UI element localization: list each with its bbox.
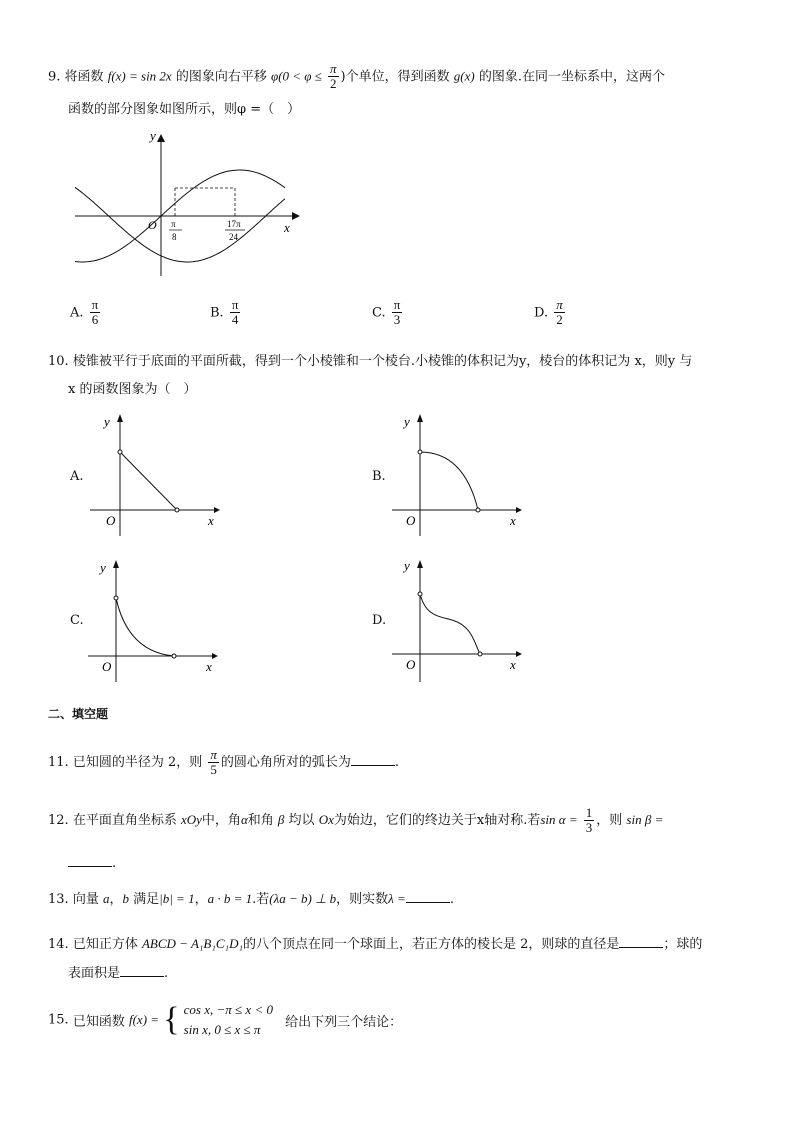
svg-text:y: y [100, 560, 106, 575]
q9-option-b[interactable]: B. $\frac{\pi}{4}$ [210, 297, 239, 328]
q15: 15. 已知函数 f(x) = { cos x, −π ≤ x < 0 sin x, 0 ≤ x ≤ π 给出下列三个结论： [48, 1001, 403, 1038]
q9-text-d: 的图象.在同一坐标系中，这两个 [478, 69, 665, 85]
svg-text:O: O [406, 513, 416, 528]
q9-pi-over-2: $\frac{\pi}{2}$ [330, 61, 337, 92]
q13-number: 13. [48, 892, 69, 907]
q9-text-c: )个单位，得到函数 [340, 69, 450, 85]
q9-tick1-den: 8 [172, 232, 177, 242]
q10-graph-d [392, 556, 532, 686]
q10-graph-a [90, 410, 230, 540]
q10-line1 [48, 350, 692, 369]
svg-text:O: O [406, 657, 416, 672]
q11-number: 11. [48, 755, 69, 770]
q15-brace: { [163, 1001, 180, 1038]
q10-number: 10. [48, 354, 69, 369]
svg-text:y: y [404, 414, 410, 429]
q14-answer-blank-2[interactable] [120, 964, 164, 977]
q9-graph [70, 128, 310, 278]
q9-option-a[interactable]: A. $\frac{\pi}{6}$ [70, 297, 99, 328]
q10-line2: x 的函数图象为（ ） [68, 382, 197, 397]
q14-line1: 14. 已知正方体 ABCD − A₁B₁C₁D₁的八个顶点在同一个球面上，若正方体的棱长是 2，则球的直径是 ；球的 [48, 936, 703, 952]
svg-text:O: O [102, 659, 112, 674]
q9-option-c[interactable]: C. $\frac{\pi}{3}$ [372, 297, 401, 328]
q9-f-expr: f(x) = sin 2x [107, 68, 172, 84]
q9-line1 [48, 61, 665, 92]
q9-option-d[interactable]: D. $\frac{\pi}{2}$ [534, 297, 563, 328]
q10-graph-b [392, 410, 532, 540]
q12-line2: . [68, 854, 116, 871]
q9-g-expr: g(x) [453, 68, 475, 84]
svg-text:x: x [510, 657, 516, 672]
q14-line2: 表面积是 . [68, 966, 169, 981]
q12-number: 12. [48, 813, 69, 828]
q14-number: 14. [48, 937, 69, 952]
q9-origin: O [148, 218, 157, 232]
q9-phi-cond: φ(0 < φ ≤ [271, 68, 322, 84]
q11-answer-blank[interactable] [351, 753, 395, 766]
q9-text-b: 的图象向右平移 [175, 69, 267, 85]
q15-cases: cos x, −π ≤ x < 0 sin x, 0 ≤ x ≤ π [183, 1002, 273, 1037]
q11-pi-over-5: $\frac{\pi}{5}$ [210, 746, 217, 777]
q12-answer-blank[interactable] [68, 854, 112, 867]
q10-graph-c [88, 556, 228, 686]
q12-line1: 12. 在平面直角坐标系 xOy中，角α和角 β 均以 Ox为始边，它们的终边关于x轴对称.若sin α = $\frac{1}{3}$ ，则 sin β = [48, 804, 664, 835]
q9-x-label: x [284, 220, 290, 235]
q10-option-a[interactable]: A. [70, 469, 84, 484]
q9-tick1-num: π [171, 219, 176, 229]
svg-text:x: x [510, 513, 516, 528]
svg-text:x: x [208, 513, 214, 528]
svg-text:x: x [206, 659, 212, 674]
q9-tick2-den: 24 [229, 232, 238, 242]
q9-line2: 函数的部分图象如图所示，则φ =（ ） [68, 102, 301, 117]
q9-y-label: y [150, 128, 156, 143]
svg-text:y: y [104, 414, 110, 429]
q9-number: 9. [48, 69, 61, 85]
q9-text-a: 将函数 [64, 69, 104, 85]
q14-answer-blank-1[interactable] [619, 935, 663, 948]
q13-answer-blank[interactable] [406, 890, 450, 903]
q10-text: 棱锥被平行于底面的平面所截，得到一个小棱锥和一个棱台.小棱锥的体积记为y，棱台的体积记为 x，则y 与 [72, 354, 693, 369]
q10-option-b[interactable]: B. [372, 469, 386, 484]
q10-option-c[interactable]: C. [70, 613, 84, 628]
svg-text:O: O [106, 513, 116, 528]
svg-text:y: y [404, 558, 410, 573]
q10-option-d[interactable]: D. [372, 613, 387, 628]
q13: 13. 向量 a，b 满足|b| = 1，a · b = 1.若(λa − b) ⊥ b，则实数λ = . [48, 891, 454, 907]
q9-tick2-num: 17π [227, 219, 241, 229]
section-fill-in: 二、填空题 [48, 707, 109, 721]
q12-one-third: $\frac{1}{3}$ [585, 804, 593, 835]
q15-number: 15. [48, 1012, 69, 1028]
q11: 11. 已知圆的半径为 2，则 $\frac{\pi}{5}$ 的圆心角所对的弧长为 . [48, 746, 400, 777]
